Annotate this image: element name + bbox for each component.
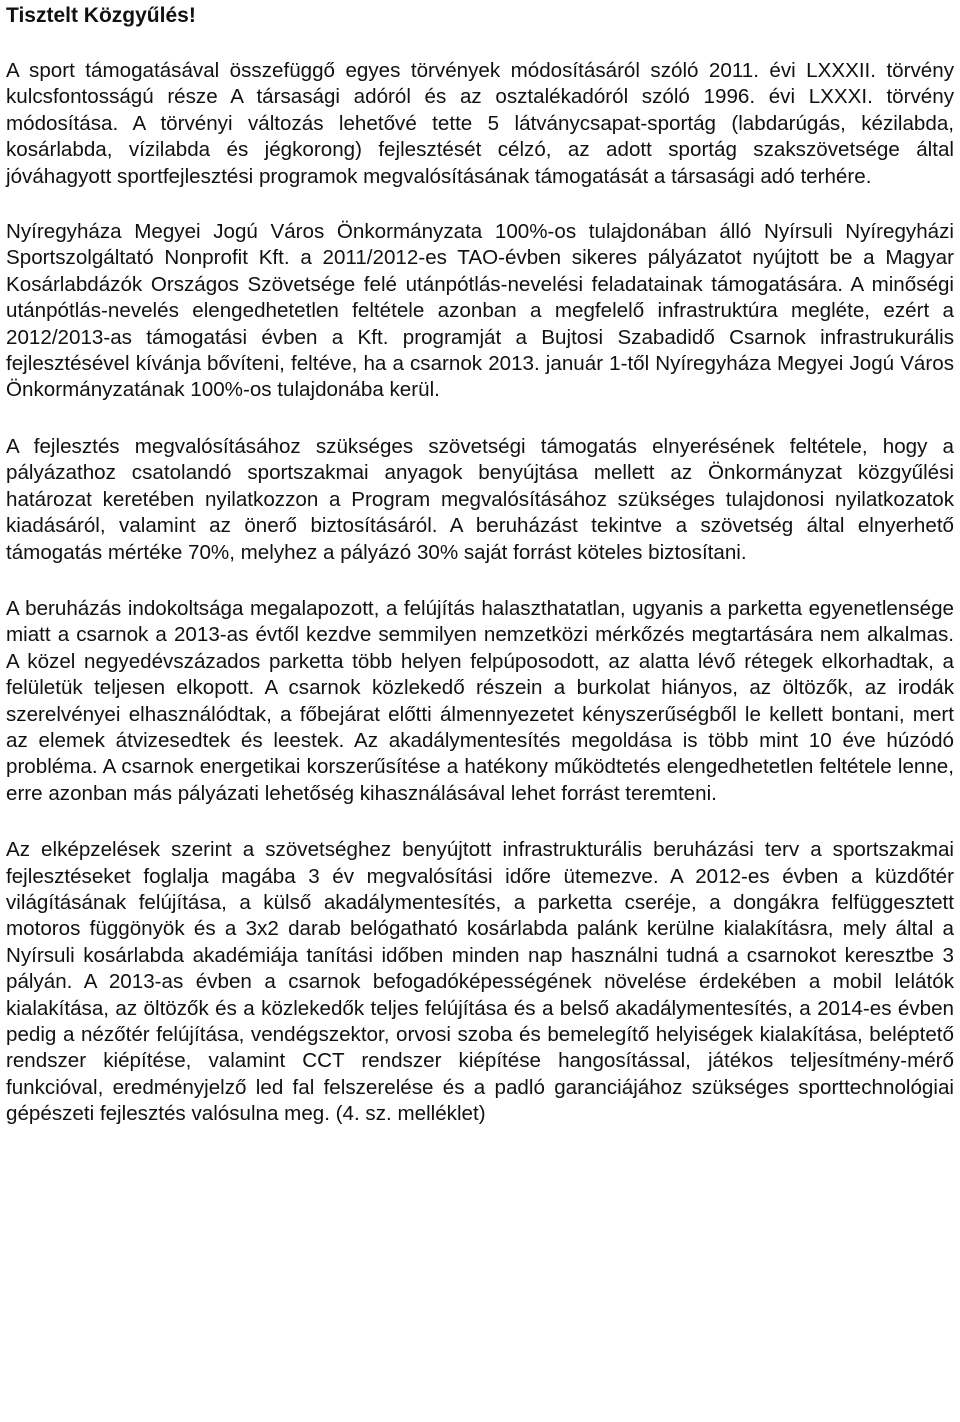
document-page [6,0,954,1128]
document-title: Tisztelt Közgyűlés! [6,4,196,27]
paragraph-nyirsuli-application: Nyíregyháza Megyei Jogú Város Önkormányzata 100%-os tulajdonában álló Nyírsuli Nyíregyházi Sportszolgáltató Nonprofit Kft. a 2011/2012-es TAO-évben sikeres pályázatot nyújtott be a Magyar Kosárlabdázók Országos Szövetsége felé utánpótlás-nevelési feladatainak támogatására. A minőségi utánpótlás-nevelés elengedhetetlen feltétele azonban a megfelelő infrastruktúra megléte, ezért a 2012/2013-as támogatási évben a Kft. programját a Bujtosi Szabadidő Csarnok infrastrukurális fejlesztésével kívánja bővíteni, feltéve, ha a csarnok 2013. január 1-től Nyíregyháza Megyei Jogú Város Önkormányzatának 100%-os tulajdonába kerül. [6,220,954,402]
paragraph-funding-conditions: A fejlesztés megvalósításához szükséges szövetségi támogatás elnyerésének feltétele, hogy a pályázathoz csatolandó sportszakmai anyagok benyújtása mellett az Önkormányzat közgyűlési határozat keretében nyilatkozzon a Program megvalósításához szükséges tulajdonosi nyilatkozatok kiadásáról, valamint az önerő biztosításáról. A beruházást tekintve a szövetség által elnyerhető támogatás mértéke 70%, melyhez a pályázó 30% saját forrást köteles biztosítani. [6,434,954,564]
paragraph-renovation-justification: A beruházás indokoltsága megalapozott, a felújítás halaszthatatlan, ugyanis a parketta egyenetlensége miatt a csarnok a 2013-as évtől kezdve semmilyen nemzetközi mérkőzés megtartására nem alkalmas. A közel negyedévszázados parketta több helyen felpúposodott, az alatta lévő rétegek elkorhadtak, a felületük teljesen elkopott. A csarnok közlekedő részein a burkolat hiányos, az öltözők, az irodák szerelvényei elhasználódtak, a főbejárat előtti álmennyezetet kényszerűségből le kellett bontani, mert az elemek átvizesedtek és leestek. Az akadálymentesítés megoldása is több mint 10 éve húzódó probléma. A csarnok energetikai korszerűsítése a hatékony működtetés elengedhetetlen feltétele lenne, erre azonban más pályázati lehetőség kihasználásával lehet forrást teremteni. [6,596,954,805]
paragraph-tao-law: A sport támogatásával összefüggő egyes törvények módosításáról szóló 2011. évi LXXXII. törvény kulcsfontosságú része A társasági adóról és az osztalékadóról szóló 1996. évi LXXXI. törvény módosítása. A törvényi változás lehetővé tette 5 látványcsapat-sportág (labdarúgás, kézilabda, kosárlabda, vízilabda és jégkorong) fejlesztését célzó, az adott sportág szakszövetsége által jóváhagyott sportfejlesztési programok megvalósításának támogatását a társasági adó terhére. [6,59,954,188]
paragraph-development-plan: Az elképzelések szerint a szövetséghez benyújtott infrastrukturális beruházási terv a sportszakmai fejlesztéseket foglalja magába 3 év megvalósítási időre ütemezve. A 2012-es évben a küzdőtér világításának felújítása, a külső akadálymentesítés, a parketta cseréje, a dongákra felfüggesztett motoros függönyök és a 3x2 darab belógatható kosárlabda palánk kerülne kialakításra, mely által a Nyírsuli kosárlabda akadémiája tanítási időben minden nap használni tudná a csarnokot keresztbe 3 pályán. A 2013-as évben a csarnok befogadóképességének növelése érdekében a mobil lelátók kialakítása, az öltözők és a közlekedők teljes felújítása és a belső akadálymentesítés, a 2014-es évben pedig a nézőtér felújítása, vendégszektor, orvosi szoba és bemelegítő helyiségek kialakítása, beléptető rendszer kiépítése, valamint CCT rendszer kiépítése hangosítással, játékos teljesítmény-mérő funkcióval, eredményjelző led fal felszerelése és a padló garanciájához szükséges sporttechnológiai gépészeti fejlesztés valósulna meg. (4. sz. melléklet) [6,838,954,1126]
